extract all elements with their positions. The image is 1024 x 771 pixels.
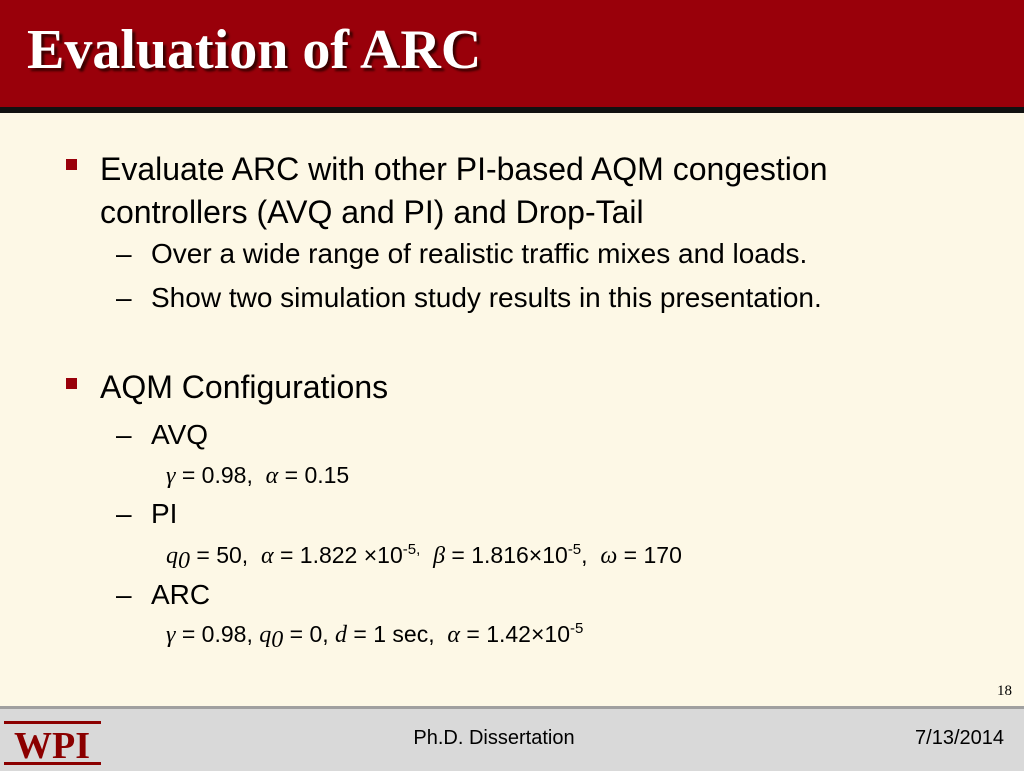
sub-bullet-pi: PI: [151, 498, 178, 529]
sub-bullet-arc: ARC: [151, 579, 211, 610]
avq-params: [166, 460, 349, 491]
title-rule: [0, 107, 1024, 113]
q-value: = 50,: [190, 542, 249, 568]
bullet-marker: [66, 159, 77, 170]
pi-params: [166, 540, 682, 574]
wpi-logo: [0, 719, 105, 769]
beta-symbol: β: [433, 543, 446, 569]
footer-bar: [0, 706, 1024, 771]
alpha-value: = 1.42×10: [460, 621, 570, 647]
bullet-aqm-config: AQM Configurations: [100, 369, 389, 405]
beta-exponent: -5: [567, 541, 582, 558]
alpha-symbol: α: [260, 543, 274, 569]
dash-marker: –: [116, 498, 132, 529]
q-symbol: q: [166, 543, 178, 569]
dash-marker: –: [116, 238, 132, 269]
gamma-value: = 0.98,: [175, 462, 253, 488]
q-subscript: 0: [178, 548, 190, 574]
page-number: 18: [997, 683, 1012, 699]
beta-value: = 1.816×10: [445, 542, 568, 568]
q-subscript: 0: [271, 627, 284, 653]
dash-marker: –: [116, 579, 132, 610]
omega-value: = 170: [617, 542, 682, 568]
alpha-value: = 1.822 ×10: [273, 542, 403, 568]
dash-marker: –: [116, 419, 132, 450]
sub-bullet-avq: AVQ: [151, 419, 209, 450]
alpha-symbol: α: [265, 463, 279, 489]
d-value: = 1 sec,: [347, 621, 435, 647]
alpha-value: = 0.15: [278, 462, 350, 488]
sub-bullet-show: Show two simulation study results in this presentation.: [151, 282, 822, 313]
gamma-symbol: γ: [166, 463, 176, 489]
alpha-symbol: α: [447, 622, 460, 648]
gamma-symbol: γ: [166, 622, 176, 648]
beta-comma: ,: [581, 542, 588, 568]
alpha-exponent: -5,: [402, 541, 421, 558]
bullet-marker: [66, 378, 77, 389]
arc-params: [166, 619, 584, 653]
omega-symbol: ω: [600, 543, 618, 569]
dash-marker: –: [116, 282, 132, 313]
alpha-exponent: -5: [570, 620, 584, 637]
gamma-value: = 0.98,: [175, 621, 253, 647]
wpi-logo-text: WPI: [14, 725, 90, 767]
footer-title: Ph.D. Dissertation: [413, 727, 575, 749]
bullet-evaluate: Evaluate ARC with other PI-based AQM congestion controllers (AVQ and PI) and Drop-Tail: [100, 151, 828, 230]
slide-title: Evaluation of ARC: [27, 19, 482, 81]
sub-bullet-range: Over a wide range of realistic traffic mixes and loads.: [151, 238, 808, 269]
q-value: = 0,: [283, 621, 329, 647]
d-symbol: d: [335, 622, 348, 648]
q-symbol: q: [259, 622, 272, 648]
footer-date: 7/13/2014: [915, 727, 1004, 749]
